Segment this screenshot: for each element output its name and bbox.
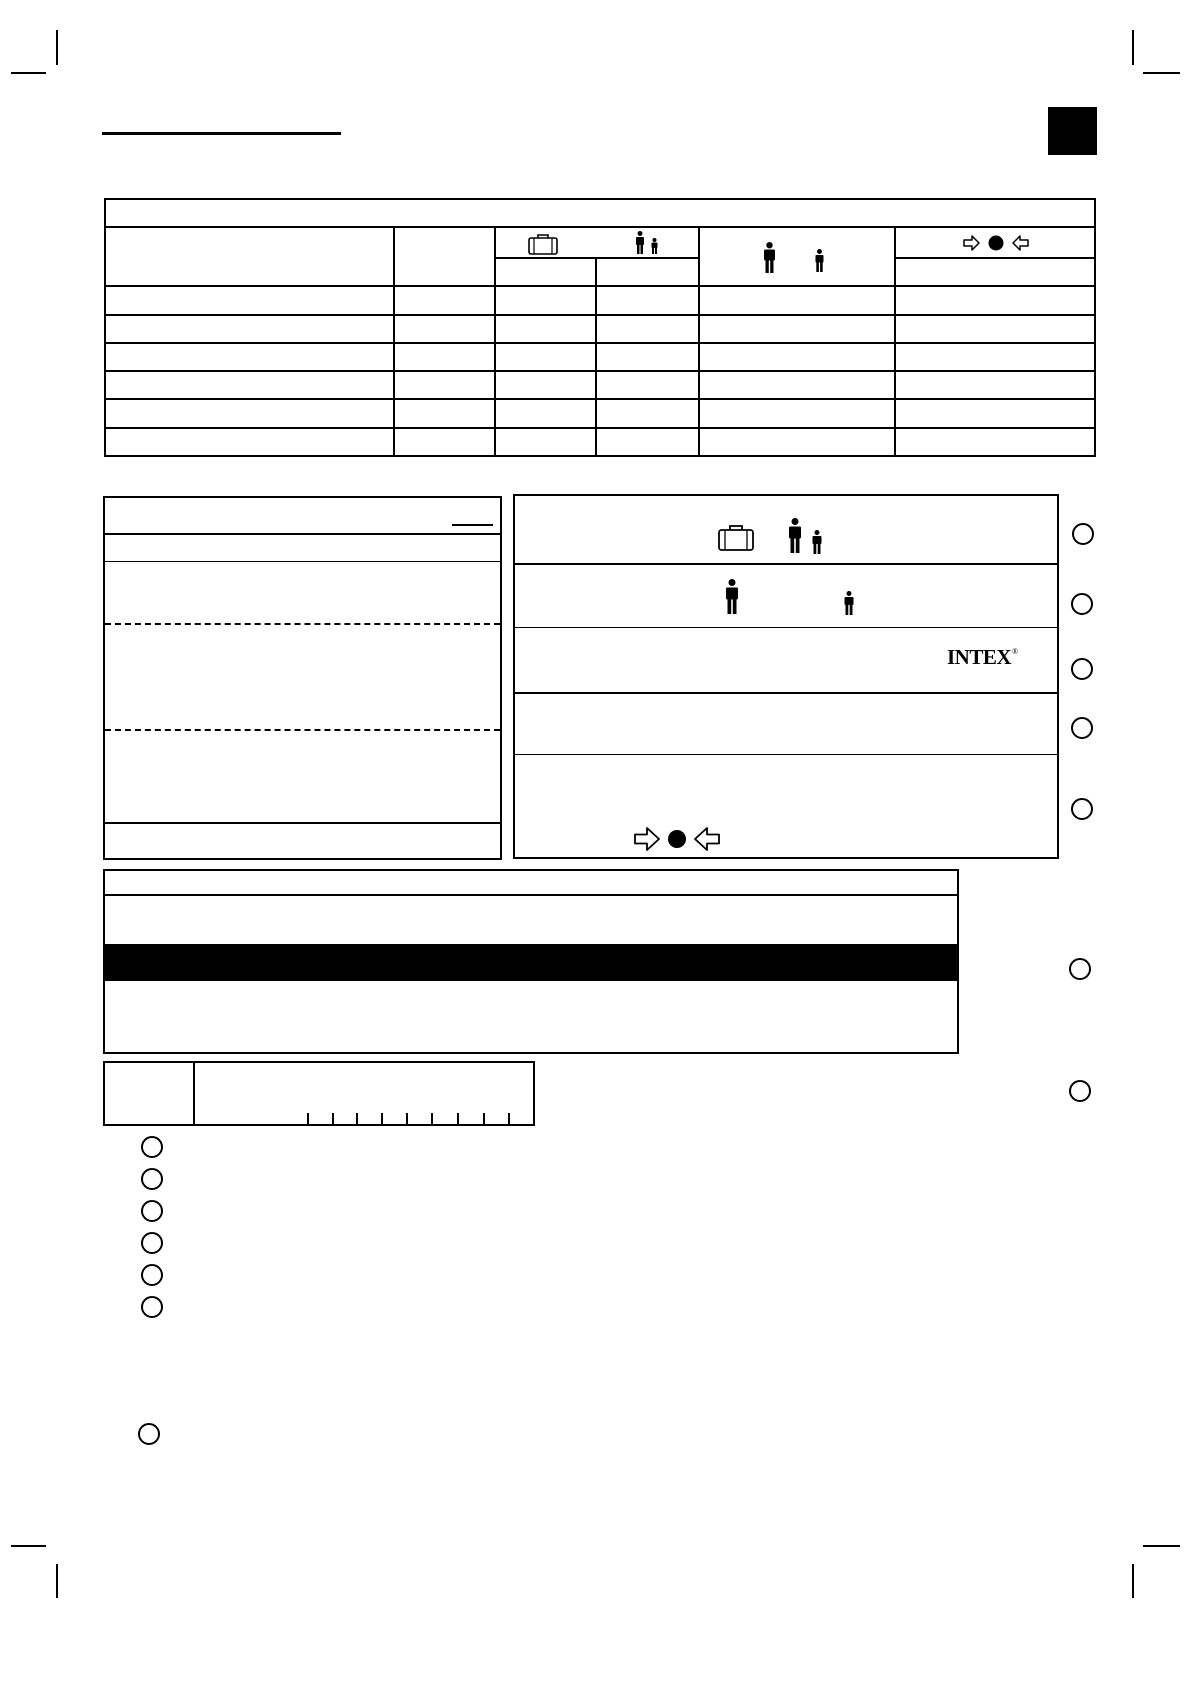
spec-table-subheader-rule-b	[895, 257, 1096, 259]
left-panel-dashed-rule-2	[105, 729, 500, 731]
spec-table-col-5-rule	[894, 226, 896, 457]
crop-mark-tr-v	[1132, 30, 1134, 65]
list-callout-circle	[141, 1136, 163, 1158]
callout-circle	[1069, 958, 1091, 980]
spec-table-col-3-rule	[595, 257, 597, 457]
spec-table-col-2-rule	[494, 226, 496, 457]
left-panel-rule-2	[103, 561, 502, 562]
crop-mark-br-v	[1132, 1564, 1134, 1598]
spec-table-row-2-rule	[104, 314, 1096, 316]
left-info-panel	[103, 496, 502, 860]
ruler-tick	[381, 1113, 383, 1124]
warning-box-rule	[103, 894, 959, 896]
title-underline	[102, 132, 341, 135]
spec-table	[104, 198, 1096, 457]
ruler-tick	[307, 1113, 309, 1124]
child-icon	[812, 530, 822, 554]
callout-circle	[1071, 593, 1093, 615]
ruler-tick	[508, 1113, 510, 1124]
inflation-arrows-icon	[634, 826, 720, 852]
left-panel-rule-3	[103, 822, 502, 824]
child-icon	[651, 238, 658, 254]
crop-mark-tr-h	[1143, 72, 1180, 74]
ruler-tick	[332, 1113, 334, 1124]
warning-black-band	[103, 944, 959, 981]
ruler-box	[103, 1061, 535, 1126]
child-icon	[815, 249, 824, 272]
crop-mark-tl-h	[11, 72, 46, 74]
crop-mark-br-h	[1143, 1545, 1180, 1547]
crop-mark-bl-h	[11, 1545, 46, 1547]
adult-icon	[763, 242, 776, 273]
spec-table-row-5-rule	[104, 398, 1096, 400]
intex-brand-name: INTEX	[947, 645, 1012, 669]
list-callout-circle	[141, 1296, 163, 1318]
list-callout-circle	[141, 1200, 163, 1222]
list-callout-circle	[141, 1264, 163, 1286]
callout-circle	[1072, 523, 1094, 545]
ruler-tick	[457, 1113, 459, 1124]
right-panel-rule-4	[513, 754, 1059, 755]
spec-table-row-4-rule	[104, 370, 1096, 372]
spec-table-subheader-rule-a	[495, 257, 700, 259]
left-panel-short-underline	[452, 524, 493, 526]
list-callout-circle	[141, 1168, 163, 1190]
callout-circle	[1071, 658, 1093, 680]
list-callout-circle	[141, 1232, 163, 1254]
callout-circle	[1069, 1080, 1091, 1102]
ruler-tick	[431, 1113, 433, 1124]
spec-table-row-3-rule	[104, 342, 1096, 344]
spec-table-col-4-rule	[698, 226, 700, 457]
right-panel-rule-3	[513, 692, 1059, 694]
right-info-panel	[513, 494, 1059, 859]
spec-table-col-1-rule	[393, 226, 395, 457]
spec-table-row-6-rule	[104, 427, 1096, 429]
language-tab-block	[1048, 107, 1097, 155]
bag-icon	[718, 524, 754, 551]
crop-mark-tl-v	[56, 30, 58, 65]
ruler-tick	[406, 1113, 408, 1124]
right-panel-rule-2	[513, 627, 1059, 628]
spec-table-header-rule	[104, 226, 1096, 228]
ruler-tick	[356, 1113, 358, 1124]
inflation-arrows-icon	[963, 234, 1029, 252]
left-panel-rule-1	[103, 533, 502, 535]
left-panel-dashed-rule-1	[105, 623, 500, 625]
child-icon	[844, 591, 854, 615]
registered-mark: ®	[1012, 647, 1018, 656]
right-panel-rule-1	[513, 563, 1059, 565]
crop-mark-bl-v	[56, 1564, 58, 1598]
ruler-tick	[483, 1113, 485, 1124]
adult-icon	[725, 579, 739, 614]
spec-table-row-1-rule	[104, 285, 1096, 287]
list-callout-circle	[138, 1423, 160, 1445]
adult-icon	[788, 518, 802, 553]
ruler-box-divider	[193, 1061, 195, 1126]
intex-brand-logo	[947, 645, 1018, 670]
adult-icon	[635, 231, 645, 254]
callout-circle	[1071, 717, 1093, 739]
callout-circle	[1071, 798, 1093, 820]
bag-icon	[528, 233, 558, 255]
